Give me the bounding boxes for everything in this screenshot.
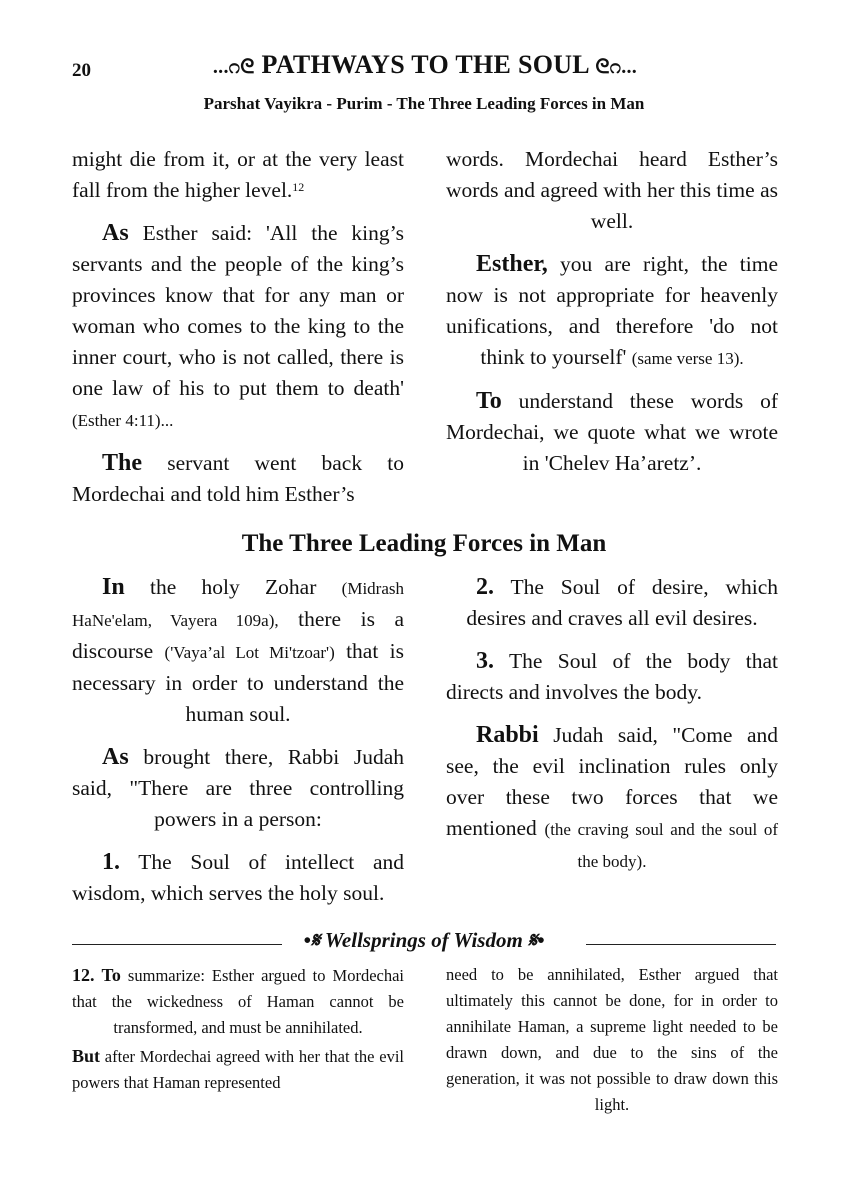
running-subtitle: Parshat Vayikra - Purim - The Three Leading Forces in Man	[203, 94, 645, 113]
lead-word: 2.	[476, 574, 494, 600]
lead-word: 3.	[476, 648, 494, 674]
footnote-lead: 12. To	[72, 965, 121, 985]
section-left-column	[72, 572, 404, 921]
paragraph	[446, 249, 778, 374]
paragraph-text: The Soul of the body that directs and involves the body.	[446, 649, 778, 704]
paragraph	[446, 646, 778, 708]
citation: (Midrash HaNe'elam, Vayera 109a),	[72, 579, 404, 630]
ornament-right-icon: ᘓ೧...	[595, 56, 638, 78]
divider-label	[72, 928, 776, 953]
divider-title: Wellsprings of Wisdom	[324, 928, 523, 952]
ornament-right-icon: 𝄋•	[528, 928, 545, 952]
citation: (same verse 13).	[631, 349, 744, 368]
paragraph-text: there is a discourse	[72, 607, 404, 663]
paragraph	[446, 720, 778, 877]
top-right-column	[446, 144, 778, 491]
paragraph-text: understand these words of Mordechai, we quote what we wrote in 'Chelev Ha’aretz’.	[446, 389, 778, 475]
lead-word: As	[102, 220, 129, 246]
footnote-text: after Mordechai agreed with her that the evil powers that Haman represented	[72, 1047, 404, 1092]
paragraph-text: might die from it, or at the very least fall from the higher level.	[72, 147, 404, 202]
footnote-paragraph	[72, 962, 404, 1041]
footnote-lead: But	[72, 1046, 101, 1066]
section-right-column	[446, 572, 778, 889]
citation: (the craving soul and the soul of the body).	[544, 820, 778, 871]
paragraph	[72, 742, 404, 835]
lead-word: As	[102, 744, 129, 770]
paragraph-text: brought there, Rabbi Judah said, "There are three controlling powers in a person:	[72, 745, 404, 831]
top-left-column	[72, 144, 404, 522]
paragraph-text: that is necessary in order to understand the human soul.	[72, 639, 404, 726]
paragraph: words. Mordechai heard Esther’s words and agreed with her this time as well.	[446, 147, 778, 233]
lead-word: In	[102, 574, 125, 600]
paragraph-text: you are right, the time now is not appropriate for heavenly unifications, and therefore 'do not think to yourself'	[446, 252, 778, 369]
ornament-left-icon: •𝄋	[303, 928, 320, 952]
paragraph	[72, 847, 404, 909]
footnote-ref: 12	[292, 180, 305, 194]
paragraph	[446, 386, 778, 479]
footnote-text: summarize: Esther argued to Mordechai that the wickedness of Haman cannot be transformed, and must be annihilated.	[72, 966, 404, 1037]
citation: ('Vaya’al Lot Mi'tzoar')	[164, 643, 335, 662]
section-heading: The Three Leading Forces in Man	[241, 530, 607, 557]
paragraph	[72, 572, 404, 730]
footnote-paragraph: need to be annihilated, Esther argued that ultimately this cannot be done, for in order to annihilate Haman, a supreme light needed to be drawn down, and due to the sins of the generation, it was not possible to draw down this light.	[446, 965, 778, 1114]
footnote-left-column	[72, 962, 404, 1098]
paragraph-text: Esther said: 'All the king’s servants and the people of the king’s provinces know that for any man or woman who comes to the king to the inner court, who is not called, there is one law of his to put them to death'	[72, 221, 404, 400]
book-title: PATHWAYS TO THE SOUL	[261, 50, 589, 79]
lead-word: To	[476, 388, 502, 414]
paragraph-text: Judah said, "Come and see, the evil inclination rules only over these two forces that we mentioned	[446, 723, 778, 840]
paragraph	[446, 572, 778, 634]
paragraph-text: the holy Zohar	[124, 575, 342, 599]
footnote-divider	[72, 928, 776, 958]
page-number: 20	[72, 60, 91, 81]
paragraph-text: The Soul of desire, which desires and craves all evil desires.	[466, 575, 778, 630]
lead-word: 1.	[102, 849, 120, 875]
lead-word: The	[102, 450, 143, 476]
citation: (Esther 4:11)...	[72, 411, 174, 430]
ornament-left-icon: ...೧ᘓ	[212, 56, 255, 78]
paragraph	[72, 448, 404, 510]
lead-word: Rabbi	[476, 722, 539, 748]
paragraph	[72, 218, 404, 436]
footnote-paragraph	[72, 1043, 404, 1096]
footnote-right-column	[446, 962, 778, 1120]
lead-word: Esther,	[476, 251, 548, 277]
paragraph-text: servant went back to Mordechai and told him Esther’s	[72, 451, 404, 506]
running-title	[130, 50, 720, 80]
paragraph	[72, 144, 404, 206]
paragraph-text: The Soul of intellect and wisdom, which serves the holy soul.	[72, 850, 404, 905]
